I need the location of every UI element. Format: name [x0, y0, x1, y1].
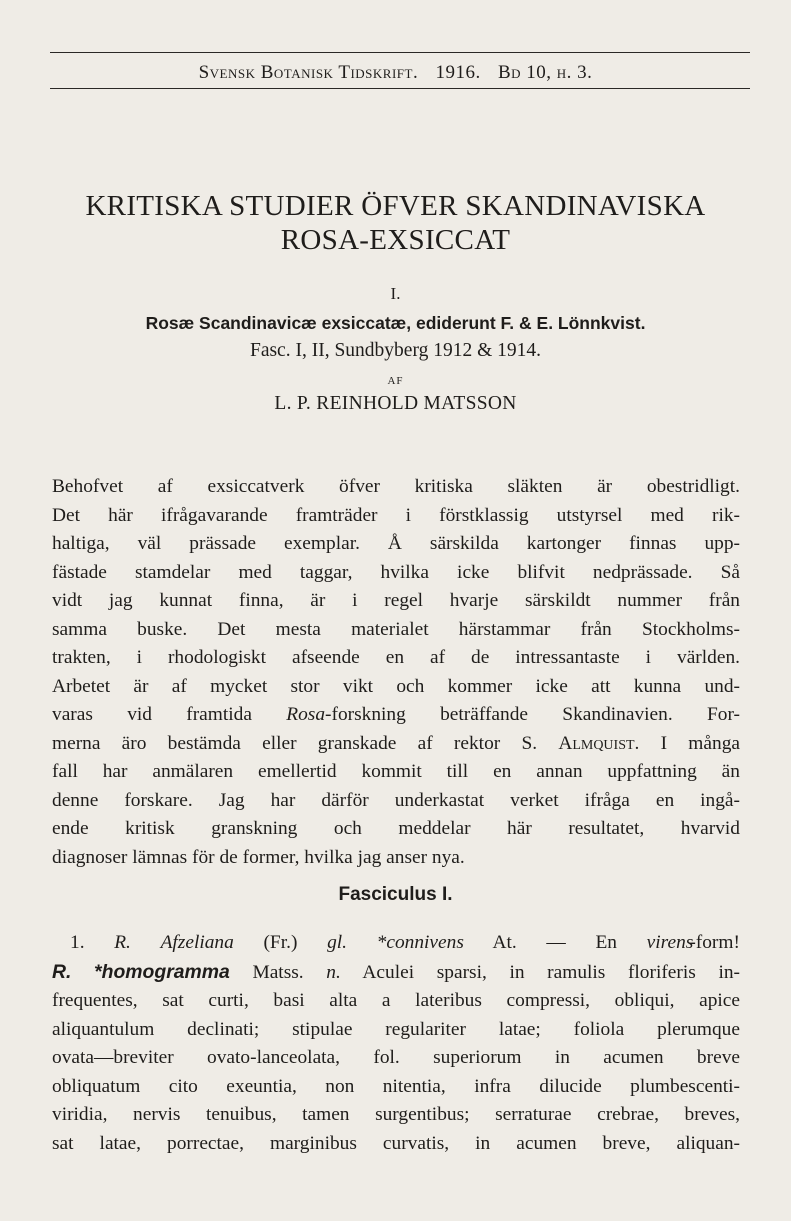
subspecies-name: *connivens [376, 932, 464, 953]
text-line [52, 730, 740, 759]
text-line [52, 958, 740, 988]
journal-issue: h. 3. [556, 62, 593, 83]
text-line: haltiga, väl prässade exemplar. Å särskilda kartonger finnas upp- [52, 533, 740, 554]
fasciculus-heading: Fasciculus I. [338, 884, 453, 905]
text-segment: -forskning beträffande Skandinavien. For- [325, 704, 740, 725]
text-line: sat latae, porrectae, marginibus curvatis, in acumen breve, aliquan- [52, 1132, 740, 1154]
byline-af: AF [387, 375, 404, 387]
entry-number: 1. [70, 932, 85, 953]
text-segment: . I många [634, 732, 740, 754]
article-title-line-2: ROSA-EXSICCAT [280, 224, 511, 256]
genus-italic: Rosa [286, 704, 326, 725]
text-line [52, 701, 740, 730]
text-line: Arbetet är af mycket stor vikt och kommer icke att kunna und- [52, 675, 740, 697]
text-line: vidt jag kunnat finna, är i regel hvarje särskildt nummer från [52, 590, 740, 611]
header-top-rule [50, 52, 750, 53]
header-bottom-rule [50, 88, 750, 89]
text-line: ovata—breviter ovato-lanceolata, fol. superiorum in acumen breve [52, 1047, 740, 1068]
text-line: Det här ifrågavarande framträder i förstklassig utstyrsel med rik- [52, 504, 740, 526]
entry-heading-line [52, 929, 740, 958]
journal-volume: Bd 10, [497, 62, 552, 83]
text-line: trakten, i rhodologiskt afseende en af de intressantaste i världen. [52, 647, 740, 668]
text-line: Behofvet af exsiccatverk öfver kritiska släkten är obestridligt. [52, 476, 740, 497]
text-segment: -form! [689, 932, 740, 953]
new-taxon-name: *homogramma [94, 960, 230, 983]
text-line: viridia, nervis tenuibus, tamen surgentibus; serraturae crebrae, breves, [52, 1104, 740, 1125]
species-name: Afzeliana [160, 932, 234, 953]
reviewed-work-title: Rosæ Scandinavicæ exsiccatæ, ediderunt F. & E. Lönnkvist. [145, 313, 646, 333]
running-header [0, 62, 791, 84]
text-segment: varas vid framtida [52, 704, 287, 725]
author-citation: At. [492, 932, 517, 953]
journal-name: Svensk Botanisk Tidskrift. [198, 62, 419, 83]
new-abbrev: n. [326, 961, 341, 983]
author-citation: Matss. [252, 961, 304, 983]
genus-abbrev: R. [52, 960, 72, 983]
text-line: diagnoser lämnas för de former, hvilka jag anser nya. [52, 846, 465, 868]
species-entry [52, 929, 740, 1158]
text-line: ende kritisk granskning och meddelar här resultatet, hvarvid [52, 818, 740, 839]
text-line: denne forskare. Jag har därför underkastat verket ifråga en ingå- [52, 789, 740, 811]
author-smallcaps: Almquist [558, 732, 635, 754]
text-segment: Aculei sparsi, in ramulis floriferis in- [362, 961, 740, 983]
text-segment: merna äro bestämda eller granskade af rektor S. [52, 732, 559, 754]
form-name: virens [646, 932, 694, 953]
text-line: frequentes, sat curti, basi alta a lateribus compressi, obliqui, apice [52, 990, 740, 1011]
text-line: obliquatum cito exeuntia, non nitentia, infra dilucide plumbescenti- [52, 1075, 740, 1097]
text-line: aliquantulum declinati; stipulae regulariter latae; foliola plerumque [52, 1018, 740, 1040]
author-citation: (Fr.) [263, 932, 298, 953]
author-name: L. P. REINHOLD MATSSON [274, 393, 517, 414]
text-segment: En [595, 932, 617, 953]
genus-abbrev: R. [114, 932, 131, 953]
gl-abbrev: gl. [327, 932, 347, 953]
text-line: fall har anmälaren emellertid kommit till en annan uppfattning än [52, 761, 740, 782]
section-roman-numeral: I. [390, 284, 401, 303]
intro-paragraph [52, 473, 740, 872]
journal-year: 1916. [435, 62, 481, 83]
dash: — [546, 932, 566, 953]
text-line: samma buske. Det mesta materialet härstammar från Stockholms- [52, 618, 740, 640]
text-line: fästade stamdelar med taggar, hvilka icke blifvit nedprässade. Så [52, 561, 740, 583]
article-title-line-1: KRITISKA STUDIER ÖFVER SKANDINAVISKA [85, 190, 706, 222]
reviewed-work-details: Fasc. I, II, Sundbyberg 1912 & 1914. [249, 340, 542, 361]
